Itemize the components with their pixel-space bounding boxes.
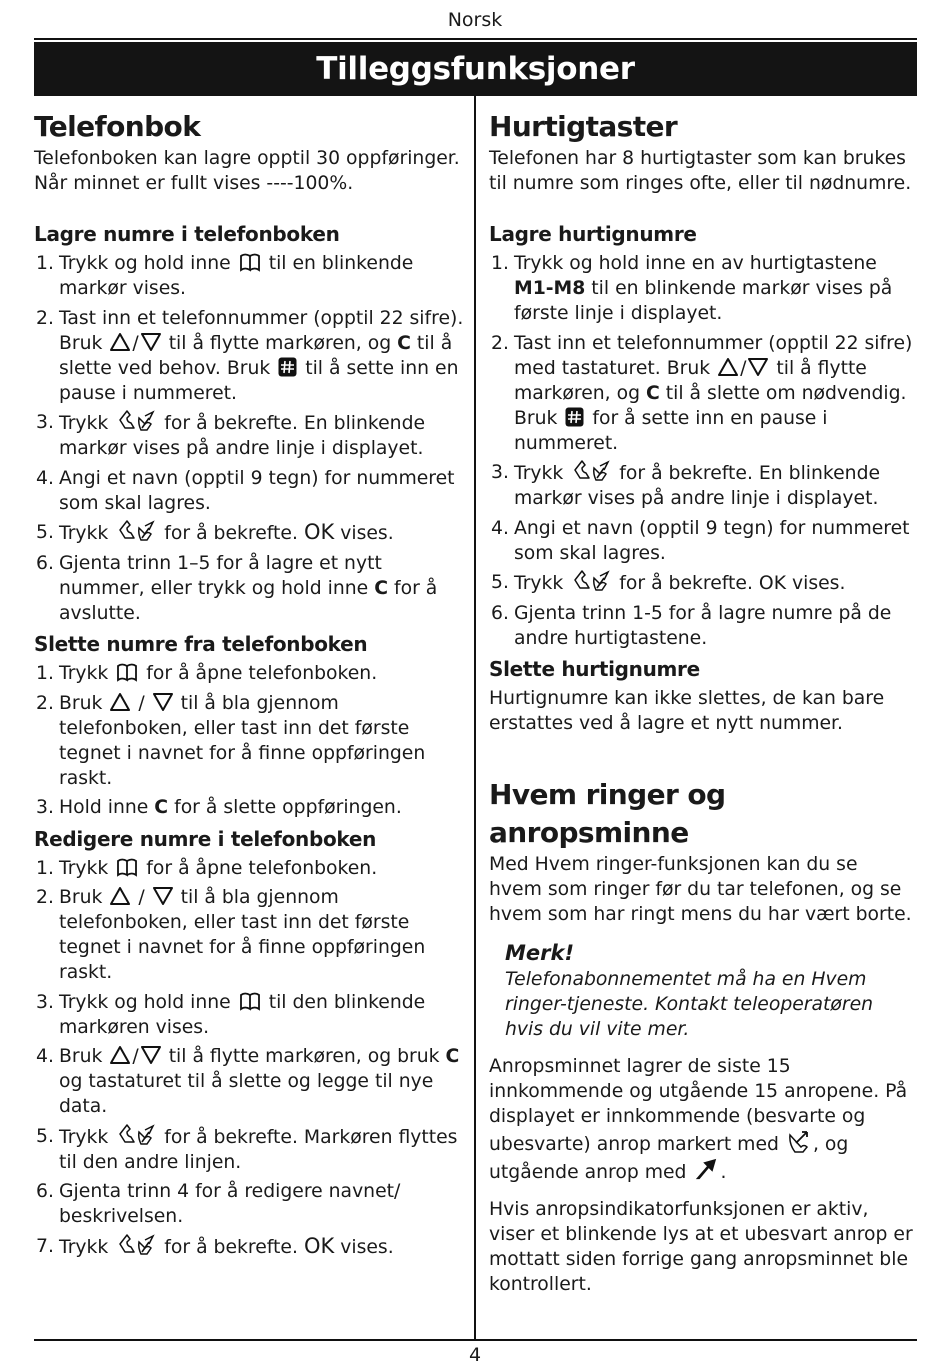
down-arrow-icon bbox=[141, 332, 161, 352]
right-column bbox=[489, 108, 914, 1297]
bottom-rule bbox=[34, 1339, 917, 1341]
page-title: Tilleggsfunksjoner bbox=[34, 42, 917, 96]
delete-numbers-steps bbox=[34, 661, 466, 820]
list-item: 4. Bruk / til å flytte markøren, og bruk C og tastaturet til å slette og legge til nye data. bbox=[36, 1046, 460, 1117]
list-item: 2. Bruk / til å bla gjennom telefonboken, eller tast inn det første tegnet i navnet for å finne oppføringen raskt. bbox=[36, 887, 426, 983]
ok-phone-icon bbox=[571, 460, 611, 482]
list-item: 6. Gjenta trinn 1-5 for å lagre numre på de andre hurtigtastene. bbox=[491, 602, 892, 649]
phonebook-heading: Telefonbok bbox=[34, 110, 201, 143]
pause-key-icon bbox=[278, 357, 297, 377]
left-column bbox=[34, 108, 466, 1264]
caller-id-heading: Hvem ringer og anropsminne bbox=[489, 778, 726, 849]
list-item: 1. Trykk for å åpne telefonboken. bbox=[36, 663, 378, 684]
delete-speed-heading: Slette hurtignumre bbox=[489, 657, 700, 681]
call-memory-text: Anropsminnet lagrer de siste 15 innkommende og utgående 15 anropene. På displayet er innkommende (besvarte og ubesvarte) anrop markert med , og utgående anrop med . bbox=[489, 1056, 908, 1183]
call-indicator-text: Hvis anropsindikatorfunksjonen er aktiv, viser et blinkende lys at et ubesvart anrop er mottatt siden forrige gang anropsminnet ble kontrollert. bbox=[489, 1199, 913, 1295]
speed-dial-intro: Telefonen har 8 hurtigtaster som kan brukes til numre som ringes ofte, eller til nødnumre. bbox=[489, 148, 912, 194]
list-item: 3. Trykk og hold inne til den blinkende markøren vises. bbox=[36, 991, 426, 1038]
delete-speed-text: Hurtignumre kan ikke slettes, de kan bare erstattes ved å lagre et nytt nummer. bbox=[489, 688, 885, 734]
down-arrow-icon bbox=[748, 357, 768, 377]
list-item: 1. Trykk og hold inne en av hurtigtastene M1-M8 til en blinkende markør vises på første linje i displayet. bbox=[491, 253, 893, 324]
down-arrow-icon bbox=[141, 1045, 161, 1065]
store-numbers-heading: Lagre numre i telefonboken bbox=[34, 222, 340, 246]
list-item: 7. Trykk for å bekrefte. OK vises. bbox=[36, 1233, 394, 1258]
list-item: 1. Trykk for å åpne telefonboken. bbox=[36, 857, 378, 879]
up-arrow-icon bbox=[110, 886, 130, 906]
list-item: 3. Trykk for å bekrefte. En blinkende markør vises på andre linje i displayet. bbox=[36, 412, 426, 459]
list-item: 3. Trykk for å bekrefte. En blinkende markør vises på andre linje i displayet. bbox=[491, 462, 881, 509]
ok-phone-icon bbox=[116, 1124, 156, 1146]
list-item: 5. Trykk for å bekrefte. OK vises. bbox=[491, 572, 846, 594]
store-numbers-steps bbox=[34, 251, 466, 626]
phonebook-icon bbox=[116, 857, 138, 877]
note-text: Telefonabonnementet må ha en Hvem ringer-tjeneste. Kontakt teleoperatøren hvis du vil vite mer. bbox=[505, 969, 874, 1040]
pause-key-icon bbox=[565, 407, 584, 427]
column-divider bbox=[474, 96, 476, 1340]
up-arrow-icon bbox=[718, 357, 738, 377]
delete-numbers-heading: Slette numre fra telefonboken bbox=[34, 632, 368, 656]
top-rule bbox=[34, 38, 917, 40]
ok-phone-icon bbox=[116, 1234, 156, 1256]
list-item: 6. Gjenta trinn 1–5 for å lagre et nytt nummer, eller trykk og hold inne C for å avslutte. bbox=[36, 552, 438, 624]
page-number: 4 bbox=[468, 1344, 482, 1366]
phonebook-icon bbox=[116, 662, 138, 682]
up-arrow-icon bbox=[110, 1045, 130, 1065]
up-arrow-icon bbox=[110, 692, 130, 712]
ok-phone-icon bbox=[116, 410, 156, 432]
store-speed-steps bbox=[489, 251, 914, 651]
list-item: 2. Tast inn et telefonnummer (opptil 22 sifre) med tastaturet. Bruk / til å flytte markøren, og C til å slette om nødvendig. Bruk for å sette inn en pause i nummeret. bbox=[491, 332, 913, 454]
list-item: 5. Trykk for å bekrefte. OK vises. bbox=[36, 520, 394, 544]
phonebook-icon bbox=[239, 252, 261, 272]
list-item: 2. Tast inn et telefonnummer (opptil 22 sifre). Bruk / til å flytte markøren, og C til å slette ved behov. Bruk til å sette inn en pause i nummeret. bbox=[36, 307, 464, 404]
caller-id-intro: Med Hvem ringer-funksjonen kan du se hvem som ringer før du tar telefonen, og se hvem som har ringt mens du har vært borte. bbox=[489, 854, 912, 925]
list-item: 6. Gjenta trinn 4 for å redigere navnet/ beskrivelsen. bbox=[36, 1181, 401, 1227]
ok-phone-icon bbox=[116, 520, 156, 542]
down-arrow-icon bbox=[153, 886, 173, 906]
note-box bbox=[489, 939, 914, 1042]
up-arrow-icon bbox=[110, 332, 130, 352]
edit-numbers-steps bbox=[34, 856, 466, 1260]
phonebook-intro: Telefonboken kan lagre opptil 30 oppføringer. Når minnet er fullt vises ----100%. bbox=[34, 148, 460, 194]
phonebook-icon bbox=[239, 991, 261, 1011]
list-item: 4. Angi et navn (opptil 9 tegn) for nummeret som skal lagres. bbox=[36, 467, 455, 514]
down-arrow-icon bbox=[153, 692, 173, 712]
outgoing-call-icon bbox=[694, 1157, 718, 1181]
list-item: 4. Angi et navn (opptil 9 tegn) for nummeret som skal lagres. bbox=[491, 517, 910, 564]
list-item: 2. Bruk / til å bla gjennom telefonboken, eller tast inn det første tegnet i navnet for å finne oppføringen raskt. bbox=[36, 692, 426, 789]
incoming-call-icon bbox=[787, 1129, 811, 1153]
edit-numbers-heading: Redigere numre i telefonboken bbox=[34, 826, 377, 851]
language-label: Norsk bbox=[447, 9, 503, 31]
store-speed-heading: Lagre hurtignumre bbox=[489, 222, 697, 246]
ok-phone-icon bbox=[571, 570, 611, 592]
list-item: 5. Trykk for å bekrefte. Markøren flyttes til den andre linjen. bbox=[36, 1125, 458, 1173]
list-item: 3. Hold inne C for å slette oppføringen. bbox=[36, 797, 402, 818]
speed-dial-heading: Hurtigtaster bbox=[489, 110, 678, 143]
list-item: 1. Trykk og hold inne til en blinkende markør vises. bbox=[36, 253, 414, 299]
note-title: Merk! bbox=[505, 941, 575, 965]
